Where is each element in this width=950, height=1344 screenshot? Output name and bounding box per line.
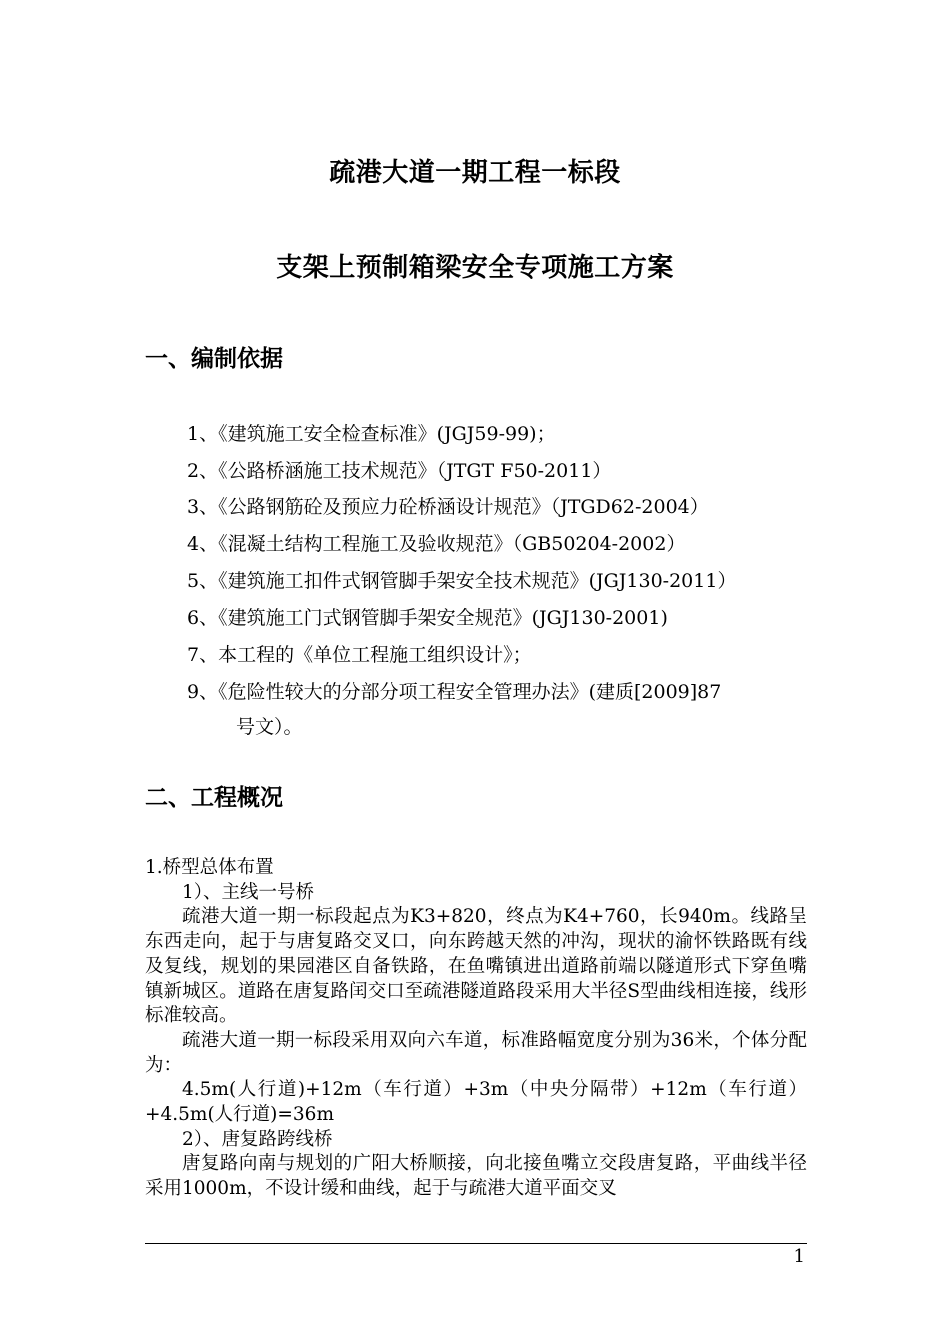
document-title-line1: 疏港大道一期工程一标段 <box>329 158 621 188</box>
footer-divider <box>145 1243 807 1244</box>
section2-body <box>145 856 807 1202</box>
reference-item-9: 9、《危险性较大的分部分项工程安全管理办法》(建质[2009]87 <box>187 681 722 703</box>
reference-item-7: 7、本工程的《单位工程施工组织设计》； <box>187 644 532 666</box>
section1-heading: 一、编制依据 <box>145 345 283 372</box>
reference-item-4: 4、《混凝土结构工程施工及验收规范》（GB50204-2002） <box>187 533 686 555</box>
paragraph-width-formula: 4.5m(人行道)+12m（车行道）+3m（中央分隔带）+12m（车行道）+4.5m(人行道)=36m <box>145 1079 807 1126</box>
document-title-line2: 支架上预制箱梁安全专项施工方案 <box>276 253 674 283</box>
sub-heading-overpass: 2）、唐复路跨线桥 <box>182 1128 333 1150</box>
sub-heading-main-bridge: 1）、主线一号桥 <box>182 881 315 903</box>
reference-item-9-continued: 号文）。 <box>236 716 303 738</box>
paragraph-lanes: 疏港大道一期一标段采用双向六车道，标准路幅宽度分别为36米，个体分配为： <box>145 1029 807 1076</box>
paragraph-overpass: 唐复路向南与规划的广阳大桥顺接，向北接鱼嘴立交段唐复路，平曲线半径采用1000m，不设计缓和曲线，起于与疏港大道平面交叉 <box>145 1153 807 1200</box>
reference-item-1: 1、《建筑施工安全检查标准》(JGJ59-99)； <box>187 423 556 445</box>
subsection-title: 1.桥型总体布置 <box>145 857 274 878</box>
section2-heading: 二、工程概况 <box>145 784 283 811</box>
reference-item-3: 3、《公路钢筋砼及预应力砼桥涵设计规范》（JTGD62-2004） <box>187 496 709 518</box>
reference-item-6: 6、《建筑施工门式钢管脚手架安全规范》(JGJ130-2001) <box>187 607 668 629</box>
reference-item-2: 2、《公路桥涵施工技术规范》（JTGT F50-2011） <box>187 460 612 482</box>
page-number: 1 <box>793 1246 805 1267</box>
paragraph-route: 疏港大道一期一标段起点为K3+820，终点为K4+760，长940m。线路呈东西走向，起于与唐复路交叉口，向东跨越天然的冲沟，现状的渝怀铁路既有线及复线，规划的果园港区自备铁路，在鱼嘴镇进出道路前端以隧道形式下穿鱼嘴镇新城区。道路在唐复路闰交口至疏港隧道路段采用大半径S型曲线相连接，线形标准较高。 <box>145 906 807 1027</box>
reference-item-5: 5、《建筑施工扣件式钢管脚手架安全技术规范》(JGJ130-2011） <box>187 570 737 592</box>
